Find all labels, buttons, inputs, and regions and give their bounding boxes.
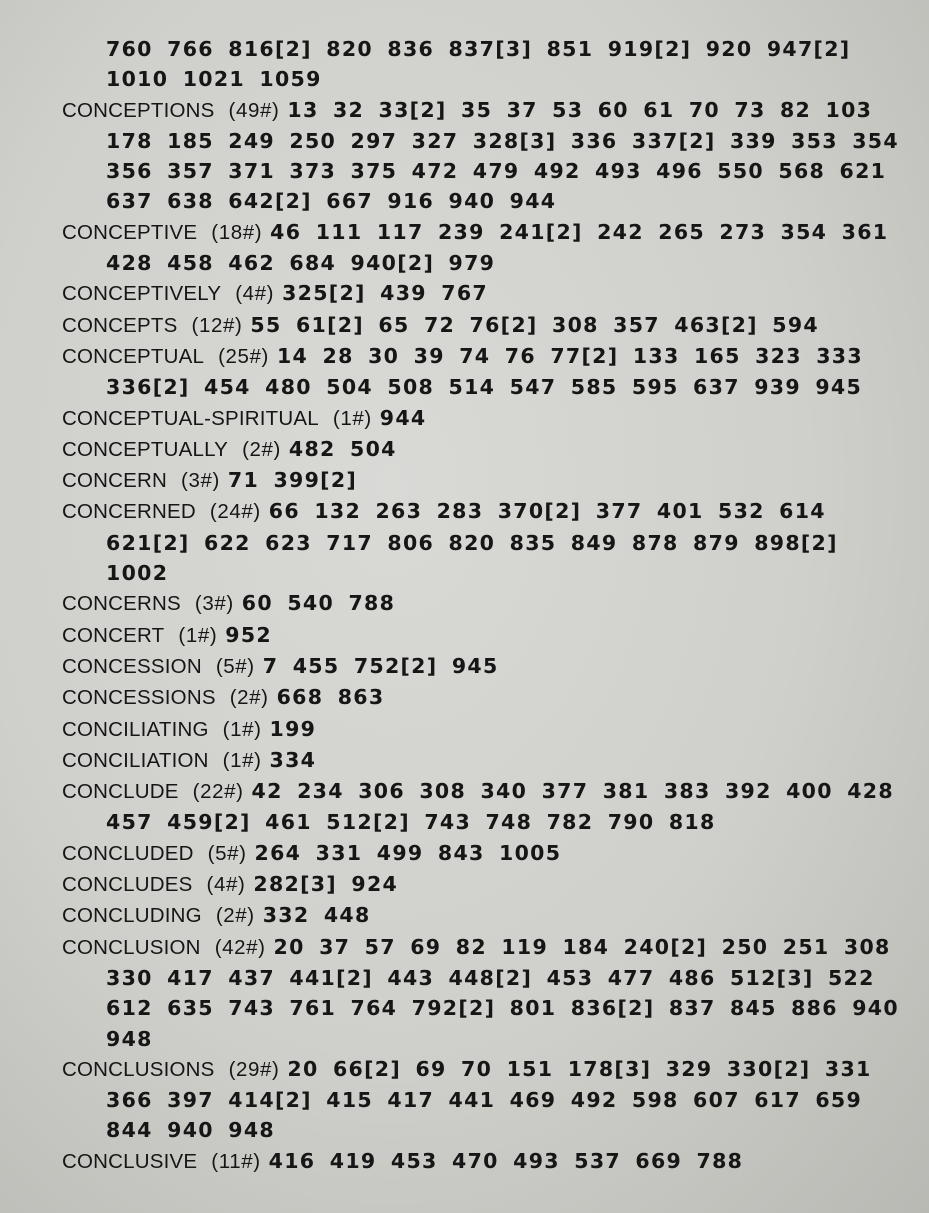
index-entry-concern <box>62 465 912 496</box>
entry-term: CONCERNED <box>62 500 196 524</box>
entry-term: CONCLUSIONS <box>62 1057 215 1081</box>
entry-refs: 952 <box>225 622 272 647</box>
index-entry-concert <box>62 620 912 651</box>
entry-term: CONCLUDED <box>62 841 194 865</box>
index-entry-concerns <box>62 588 912 619</box>
entry-count: (22#) <box>192 780 244 804</box>
index-entry-concessions <box>62 682 912 713</box>
entry-refs: 199 <box>269 716 317 741</box>
entry-term: CONCEPTUAL <box>62 344 205 368</box>
entry-term: CONCEPTIVE <box>62 220 198 244</box>
entry-refs: 944 <box>379 405 427 430</box>
entry-term: CONCLUDING <box>62 904 202 928</box>
entry-count: (5#) <box>215 654 255 678</box>
entry-count: (1#) <box>332 406 372 430</box>
index-entry-conclude <box>62 776 912 838</box>
entry-term: CONCEPTS <box>62 313 178 337</box>
entry-refs: 332 448 <box>262 903 371 928</box>
entry-term: CONCERT <box>62 623 165 647</box>
index-entry-concerned <box>62 496 912 588</box>
entry-refs: 325[2] 439 767 <box>282 281 488 306</box>
entry-refs: 282[3] 924 <box>253 872 399 897</box>
index-entry-conceptual-spiritual <box>62 403 912 434</box>
entry-count: (12#) <box>191 313 243 337</box>
index-entry-conceptually <box>62 434 912 465</box>
index-entry-concepts <box>62 310 912 341</box>
entry-count: (18#) <box>211 220 263 244</box>
index-entry-conciliation <box>62 745 912 776</box>
entry-refs: 482 504 <box>288 436 397 461</box>
entry-refs: 668 863 <box>276 685 385 710</box>
entry-refs: 42 234 306 308 340 377 381 383 392 400 428 457 459[2] 461 512[2] 743 748 782 790 818 <box>106 779 894 835</box>
entry-term: CONCLUDE <box>62 780 179 804</box>
entry-refs: 71 399[2] <box>227 468 358 493</box>
entry-refs: 20 66[2] 69 70 151 178[3] 329 330[2] 331 366 397 414[2] 415 417 441 469 492 598 607 617 659 844 940 948 <box>106 1056 872 1143</box>
entry-count: (25#) <box>218 344 269 368</box>
entry-refs: 60 540 788 <box>241 591 396 616</box>
index-entry-concluded <box>62 838 912 869</box>
entry-term: CONCILIATION <box>62 748 209 772</box>
entry-refs: 55 61[2] 65 72 76[2] 308 357 463[2] 594 <box>250 312 819 337</box>
entry-count: (3#) <box>194 592 234 616</box>
index-entry-conceptively <box>62 278 912 309</box>
entry-refs: 46 111 117 239 241[2] 242 265 273 354 361 428 458 462 684 940[2] 979 <box>106 219 889 276</box>
entry-count: (29#) <box>228 1057 280 1081</box>
entry-term: CONCERNS <box>62 592 181 616</box>
entry-count: (24#) <box>209 500 261 524</box>
index-entry-concluding <box>62 900 912 931</box>
entry-count: (3#) <box>181 469 220 493</box>
entry-count: (42#) <box>214 935 266 959</box>
index-entry-conclusive <box>62 1146 912 1177</box>
entry-refs: 20 37 57 69 82 119 184 240[2] 250 251 308 330 417 437 441[2] 443 448[2] 453 477 486 512[3] 522 612 635 743 761 764 792[2] 801 836[2] 837 845 886 940 948 <box>106 934 899 1051</box>
index-entry-conciliating <box>62 714 912 745</box>
entry-count: (2#) <box>215 904 255 928</box>
index-entry-conceptions <box>62 95 912 217</box>
entry-refs: 760 766 816[2] 820 836 837[3] 851 919[2] 920 947[2] 1010 1021 1059 <box>106 37 851 92</box>
entry-refs: 416 419 453 470 493 537 669 788 <box>268 1148 744 1173</box>
entry-count: (1#) <box>222 717 262 741</box>
entry-term: CONCEPTUALLY <box>62 437 229 461</box>
entry-refs: 264 331 499 843 1005 <box>254 840 562 865</box>
entry-count: (5#) <box>207 841 247 865</box>
index-page <box>62 34 912 1177</box>
entry-count: (2#) <box>242 437 281 461</box>
entry-term: CONCLUSIVE <box>62 1149 198 1173</box>
index-entry-conceptual <box>62 341 912 403</box>
entry-count: (2#) <box>229 686 269 710</box>
entry-count: (11#) <box>211 1149 261 1173</box>
entry-count: (1#) <box>222 748 262 772</box>
entry-refs: 66 132 263 283 370[2] 377 401 532 614 621[2] 622 623 717 806 820 835 849 878 879 898[2] 1002 <box>106 499 838 586</box>
entry-count: (1#) <box>178 623 218 647</box>
entry-term: CONCEPTUAL-SPIRITUAL <box>62 406 319 430</box>
entry-refs: 13 32 33[2] 35 37 53 60 61 70 73 82 103 178 185 249 250 297 327 328[3] 336 337[2] 339 353 354 356 357 371 373 375 472 479 492 493 496 550 568 621 637 638 642[2] 667 916 940 944 <box>106 97 899 214</box>
index-entry-conceptive <box>62 217 912 279</box>
entry-refs: 7 455 752[2] 945 <box>262 653 499 678</box>
entry-term: CONCLUDES <box>62 873 193 897</box>
entry-refs: 14 28 30 39 74 76 77[2] 133 165 323 333 336[2] 454 480 504 508 514 547 585 595 637 939 945 <box>106 343 863 400</box>
entry-term: CONCESSIONS <box>62 686 216 710</box>
entry-count: (49#) <box>228 98 280 122</box>
index-entry-conclusions <box>62 1054 912 1146</box>
entry-term: CONCLUSION <box>62 935 201 959</box>
entry-count: (4#) <box>206 873 246 897</box>
entry-term: CONCEPTIONS <box>62 98 215 122</box>
entry-count: (4#) <box>235 282 275 306</box>
index-entry-concludes <box>62 869 912 900</box>
continuation-refs <box>62 34 912 95</box>
entry-term: CONCEPTIVELY <box>62 282 222 306</box>
entry-refs: 334 <box>269 747 317 772</box>
entry-term: CONCILIATING <box>62 717 209 741</box>
index-entry-concession <box>62 651 912 682</box>
index-entry-conclusion <box>62 932 912 1054</box>
entry-term: CONCESSION <box>62 654 202 678</box>
entry-term: CONCERN <box>62 469 168 493</box>
